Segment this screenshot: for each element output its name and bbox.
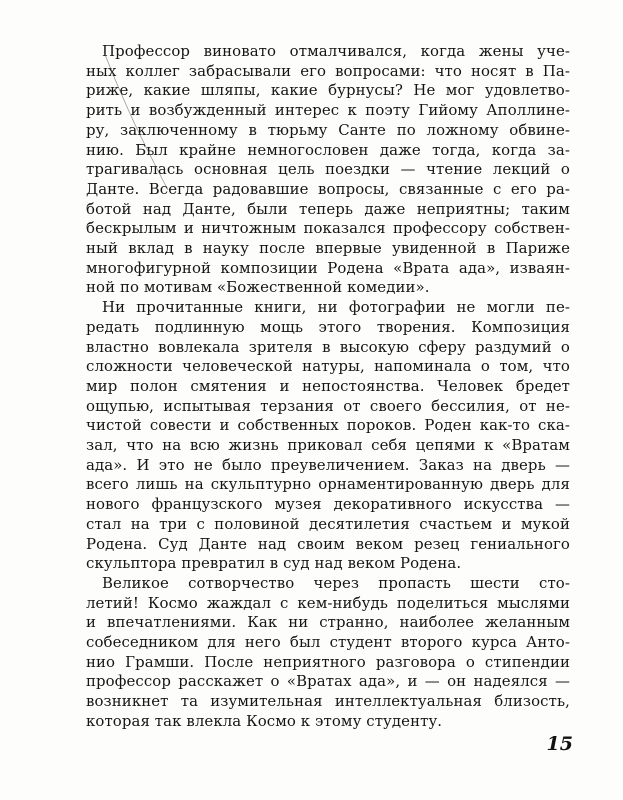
text-line: которая так влекла Космо к этому студенту. [86,711,443,730]
text-line: ной по мотивам «Божественной комедии». [86,278,430,297]
text-line: сложности человеческой натуры, напоминала о том, что [86,357,570,376]
text-line: бескрылым и ничтожным показался профессору собствен- [86,219,570,238]
text-line: нио Грамши. После неприятного разговора о стипендии [86,652,570,671]
text-line: и впечатлениями. Как ни странно, наиболее желанным [86,613,570,632]
text-line: ботой над Данте, были теперь даже неприятны; таким [86,199,570,218]
text-line: редать подлинную мощь этого творения. Композиция [86,317,570,336]
text-line: Данте. Всегда радовавшие вопросы, связанные с его ра- [86,179,570,198]
text-line: стал на три с половиной десятилетия счастьем и мукой [86,514,570,533]
book-page [86,42,570,742]
text-line: риже, какие шляпы, какие бурнусы? Не мог удовлетво- [86,81,570,100]
page-number: 15 [546,733,573,755]
text-line: ру, заключенному в тюрьму Санте по ложному обвине- [86,120,570,139]
text-line: Великое сотворчество через пропасть шести сто- [102,573,570,592]
text-line: скульптора превратил в суд над веком Родена. [86,554,462,573]
text-line: трагивалась основная цель поездки — чтение лекций о [86,160,570,179]
text-line: Родена. Суд Данте над своим веком резец гениального [86,534,570,553]
text-line: летий! Космо жаждал с кем-нибудь поделиться мыслями [86,593,570,612]
text-line: ощупью, испытывая терзания от своего бессилия, от не- [86,396,570,415]
text-line: чистой совести и собственных пороков. Роден как-то ска- [86,416,570,435]
text-line: возникнет та изумительная интеллектуальная близость, [86,692,570,711]
text-line: собеседником для него был студент второго курса Анто- [86,633,570,651]
text-line: зал, что на всю жизнь приковал себя цепями к «Вратам [86,436,570,454]
text-line: Профессор виновато отмалчивался, когда жены уче- [102,42,570,60]
text-line: всего лишь на скульптурно орнаментированную дверь для [86,475,570,494]
text-line: профессор расскажет о «Вратах ада», и — он надеялся — [86,672,570,691]
text-line: многофигурной композиции Родена «Врата ада», изваян- [86,258,570,277]
text-line: рить и возбужденный интерес к поэту Гийому Аполлине- [86,101,570,120]
text-line: ада». И это не было преувеличением. Заказ на дверь — [86,455,570,474]
text-line: ных коллег забрасывали его вопросами: что носят в Па- [86,61,570,80]
text-line: нового французского музея декоративного искусства — [86,495,570,514]
text-line: Ни прочитанные книги, ни фотографии не могли пе- [102,298,570,317]
text-line: нию. Был крайне немногословен даже тогда, когда за- [86,140,570,159]
text-line: властно вовлекала зрителя в высокую сферу раздумий о [86,337,570,356]
text-line: мир полон смятения и непостоянства. Человек бредет [86,376,570,395]
text-line: ный вклад в науку после впервые увиденной в Париже [86,239,570,257]
